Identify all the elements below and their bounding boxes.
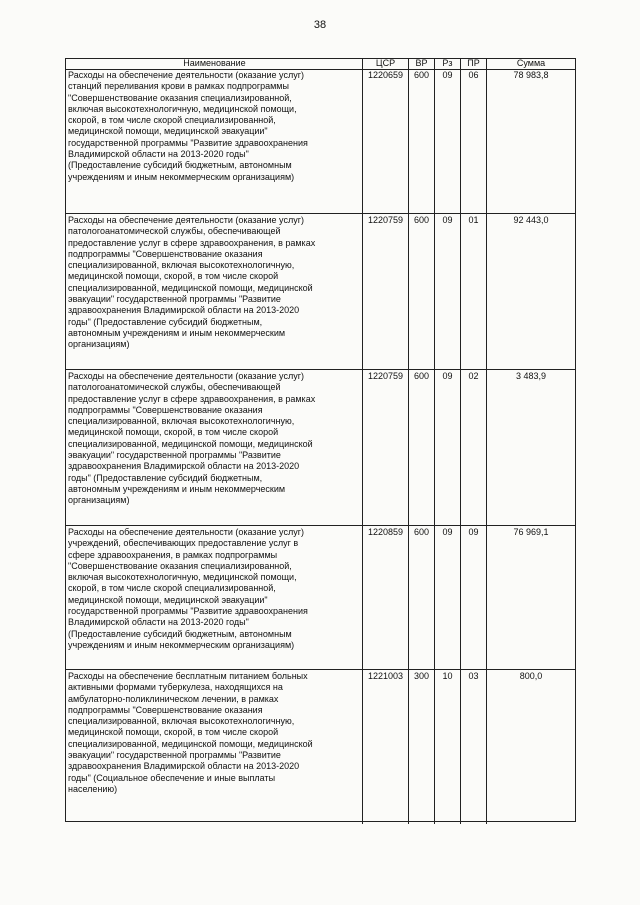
name-line: организациям) (68, 339, 130, 350)
row-vr: 300 (408, 670, 434, 824)
name-line: эвакуации" государственной программы "Развитие (68, 750, 281, 761)
name-line: государственной программы "Развитие здравоохранения (68, 606, 308, 617)
name-line: здравоохранения Владимирской области на 2013-2020 (68, 761, 300, 772)
name-line: подпрограммы "Совершенствование оказания (68, 704, 263, 715)
table-row (66, 213, 575, 370)
name-line: подпрограммы "Совершенствование оказания (68, 404, 263, 415)
name-line: эвакуации" государственной программы "Развитие (68, 450, 281, 461)
header-rz: Рз (434, 59, 460, 69)
name-line: медицинской помощи, скорой, в том числе скорой (68, 271, 279, 282)
name-line: Расходы на обеспечение деятельности (оказание услуг) (68, 371, 304, 381)
name-line: автономным учреждениям и иным некоммерческим (68, 327, 286, 338)
row-pr: 02 (460, 370, 486, 526)
row-csr: 1221003 (362, 670, 408, 824)
row-rz: 09 (434, 214, 460, 370)
name-line: учреждениям и иным некоммерческим организациям) (68, 171, 295, 182)
name-line: патологоанатомической службы, обеспечивающей (68, 226, 281, 237)
name-line: Владимирской области на 2013-2020 годы" (68, 617, 249, 628)
name-line: здравоохранения Владимирской области на 2013-2020 (68, 305, 300, 316)
name-line: специализированной, медицинской помощи, медицинской (68, 438, 313, 449)
row-csr: 1220759 (362, 214, 408, 370)
name-line: сфере здравоохранения, в рамках подпрограммы (68, 549, 278, 560)
name-line: Расходы на обеспечение бесплатным питанием больных (68, 671, 308, 681)
row-csr: 1220659 (362, 69, 408, 213)
row-name (66, 370, 362, 526)
name-line: скорой, в том числе скорой специализированной, (68, 583, 276, 594)
header-vr: ВР (408, 59, 434, 69)
name-line: (Предоставление субсидий бюджетным, автономным (68, 160, 292, 171)
name-line: годы" (Социальное обеспечение и иные выплаты (68, 772, 276, 783)
name-line: эвакуации" государственной программы "Развитие (68, 294, 281, 305)
name-line: включая высокотехнологичную, медицинской помощи, (68, 572, 297, 583)
budget-table (65, 58, 576, 822)
row-sum: 800,0 (486, 670, 575, 824)
page-number: 38 (313, 19, 327, 31)
row-vr: 600 (408, 370, 434, 526)
row-rz: 09 (434, 526, 460, 670)
name-line: включая высокотехнологичную, медицинской помощи, (68, 103, 297, 114)
name-line: станций переливания крови в рамках подпрограммы (68, 81, 289, 92)
row-pr: 09 (460, 526, 486, 670)
name-line: Владимирской области на 2013-2020 годы" (68, 149, 249, 160)
name-line: предоставление услуг в сфере здравоохранения, в рамках (68, 393, 316, 404)
row-name (66, 526, 362, 670)
row-pr: 01 (460, 214, 486, 370)
name-line: государственной программы "Развитие здравоохранения (68, 137, 308, 148)
name-line: предоставление услуг в сфере здравоохранения, в рамках (68, 237, 316, 248)
row-vr: 600 (408, 69, 434, 213)
row-sum: 78 983,8 (486, 69, 575, 213)
name-line: "Совершенствование оказания специализированной, (68, 560, 292, 571)
header-sum: Сумма (486, 59, 575, 69)
row-name (66, 214, 362, 370)
name-line: здравоохранения Владимирской области на 2013-2020 (68, 461, 300, 472)
name-line: специализированной, включая высокотехнологичную, (68, 260, 295, 271)
name-line: Расходы на обеспечение деятельности (оказание услуг) (68, 527, 304, 537)
name-line: специализированной, включая высокотехнологичную, (68, 416, 295, 427)
name-line: медицинской помощи, медицинской эвакуации" (68, 594, 268, 605)
name-line: медицинской помощи, скорой, в том числе скорой (68, 727, 279, 738)
row-name (66, 670, 362, 824)
name-line: патологоанатомической службы, обеспечивающей (68, 382, 281, 393)
table-row (66, 525, 575, 670)
name-line: Расходы на обеспечение деятельности (оказание услуг) (68, 215, 304, 225)
row-rz: 09 (434, 370, 460, 526)
name-line: автономным учреждениям и иным некоммерческим (68, 483, 286, 494)
name-line: организациям) (68, 495, 130, 506)
name-line: (Предоставление субсидий бюджетным, автономным (68, 628, 292, 639)
name-line: специализированной, медицинской помощи, медицинской (68, 282, 313, 293)
row-sum: 3 483,9 (486, 370, 575, 526)
name-line: Расходы на обеспечение деятельности (оказание услуг) (68, 70, 304, 80)
row-vr: 600 (408, 526, 434, 670)
table-row (66, 69, 575, 213)
name-line: активными формами туберкулеза, находящихся на (68, 682, 283, 693)
name-line: специализированной, включая высокотехнологичную, (68, 716, 295, 727)
name-line: учреждениям и иным некоммерческим организациям) (68, 639, 295, 650)
row-csr: 1220859 (362, 526, 408, 670)
row-rz: 09 (434, 69, 460, 213)
name-line: подпрограммы "Совершенствование оказания (68, 248, 263, 259)
name-line: медицинской помощи, скорой, в том числе скорой (68, 427, 279, 438)
name-line: медицинской помощи, медицинской эвакуации" (68, 126, 268, 137)
table-row (66, 669, 575, 824)
row-csr: 1220759 (362, 370, 408, 526)
row-rz: 10 (434, 670, 460, 824)
name-line: годы" (Предоставление субсидий бюджетным, (68, 316, 263, 327)
name-line: специализированной, медицинской помощи, медицинской (68, 738, 313, 749)
row-vr: 600 (408, 214, 434, 370)
row-name (66, 69, 362, 213)
name-line: населению) (68, 783, 118, 794)
row-sum: 92 443,0 (486, 214, 575, 370)
row-sum: 76 969,1 (486, 526, 575, 670)
row-pr: 06 (460, 69, 486, 213)
table-row (66, 369, 575, 526)
row-pr: 03 (460, 670, 486, 824)
name-line: годы" (Предоставление субсидий бюджетным, (68, 472, 263, 483)
header-pr: ПР (460, 59, 486, 69)
name-line: скорой, в том числе скорой специализированной, (68, 115, 276, 126)
header-name: Наименование (183, 58, 246, 68)
header-csr: ЦСР (362, 59, 408, 69)
name-line: "Совершенствование оказания специализированной, (68, 92, 292, 103)
name-line: учреждений, обеспечивающих предоставление услуг в (68, 538, 299, 549)
name-line: амбулаторно-поликлиническом лечении, в рамках (68, 693, 279, 704)
